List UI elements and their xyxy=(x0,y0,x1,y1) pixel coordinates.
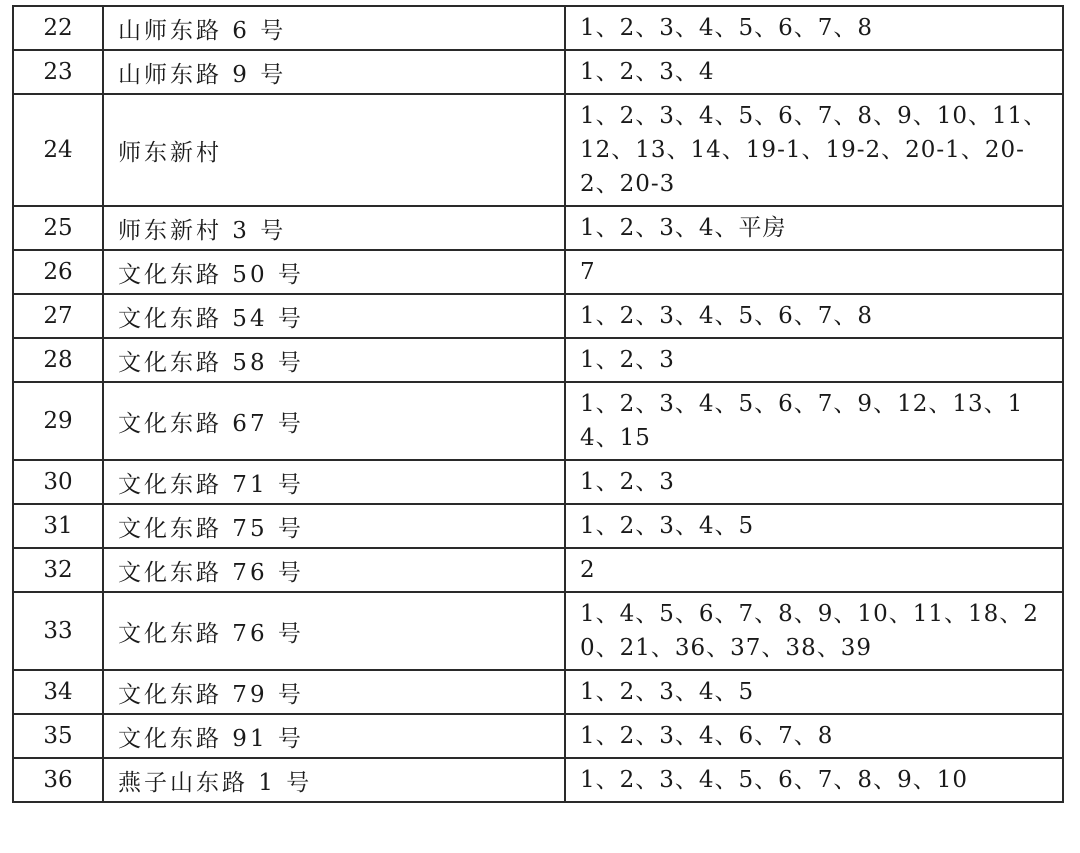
building-numbers: 1、2、3、4、6、7、8 xyxy=(580,723,834,749)
row-number: 35 xyxy=(43,723,73,749)
community-name: 文化东路 71 号 xyxy=(118,471,304,498)
table-row xyxy=(13,294,1063,338)
community-name-cell xyxy=(103,460,565,504)
building-numbers: 1、2、3、4、5、6、7、9、12、13、14、15 xyxy=(580,391,1024,451)
row-number-cell xyxy=(13,94,103,206)
community-name-cell xyxy=(103,250,565,294)
building-numbers: 2 xyxy=(580,557,596,583)
community-name-cell xyxy=(103,670,565,714)
row-number: 30 xyxy=(43,469,73,495)
table-row xyxy=(13,548,1063,592)
table-row xyxy=(13,6,1063,50)
community-name: 文化东路 76 号 xyxy=(118,620,304,647)
row-number-cell xyxy=(13,548,103,592)
community-name-cell xyxy=(103,206,565,250)
building-numbers-cell xyxy=(565,382,1063,460)
row-number-cell xyxy=(13,250,103,294)
community-name: 文化东路 50 号 xyxy=(118,261,304,288)
community-name-cell xyxy=(103,94,565,206)
table-row xyxy=(13,338,1063,382)
building-numbers-cell xyxy=(565,504,1063,548)
building-numbers: 1、2、3、4、平房 xyxy=(580,215,787,241)
building-numbers: 1、2、3、4、5 xyxy=(580,513,755,539)
building-numbers-cell xyxy=(565,338,1063,382)
building-numbers: 1、2、3、4、5 xyxy=(580,679,755,705)
table-row xyxy=(13,504,1063,548)
building-numbers-cell xyxy=(565,714,1063,758)
building-numbers-cell xyxy=(565,460,1063,504)
community-name-cell xyxy=(103,714,565,758)
row-number: 34 xyxy=(43,679,73,705)
row-number-cell xyxy=(13,338,103,382)
community-name: 山师东路 6 号 xyxy=(118,17,287,44)
building-numbers-cell xyxy=(565,294,1063,338)
building-numbers-cell xyxy=(565,592,1063,670)
table-body xyxy=(13,6,1063,802)
community-name-cell xyxy=(103,548,565,592)
table-row xyxy=(13,94,1063,206)
row-number-cell xyxy=(13,758,103,802)
row-number: 26 xyxy=(43,259,73,285)
table-row xyxy=(13,670,1063,714)
table-row xyxy=(13,758,1063,802)
community-name-cell xyxy=(103,504,565,548)
community-name: 文化东路 58 号 xyxy=(118,349,304,376)
building-numbers-cell xyxy=(565,94,1063,206)
building-numbers-cell xyxy=(565,6,1063,50)
row-number: 31 xyxy=(43,513,73,539)
building-numbers-cell xyxy=(565,758,1063,802)
community-name: 文化东路 79 号 xyxy=(118,681,304,708)
building-numbers-cell xyxy=(565,206,1063,250)
building-numbers: 1、2、3、4、5、6、7、8 xyxy=(580,15,874,41)
community-name: 师东新村 xyxy=(118,139,222,166)
community-name-cell xyxy=(103,338,565,382)
building-numbers: 1、2、3、4、5、6、7、8、9、10 xyxy=(580,767,968,793)
row-number: 25 xyxy=(43,215,73,241)
row-number-cell xyxy=(13,6,103,50)
row-number: 36 xyxy=(43,767,73,793)
table-row xyxy=(13,250,1063,294)
community-name: 山师东路 9 号 xyxy=(118,61,287,88)
community-name-cell xyxy=(103,294,565,338)
community-name: 文化东路 91 号 xyxy=(118,725,304,752)
row-number: 23 xyxy=(43,59,73,85)
building-numbers-cell xyxy=(565,670,1063,714)
building-numbers: 1、2、3、4、5、6、7、8、9、10、11、12、13、14、19-1、19-2、20-1、20-2、20-3 xyxy=(580,103,1048,197)
row-number-cell xyxy=(13,504,103,548)
community-name: 燕子山东路 1 号 xyxy=(118,769,313,796)
row-number: 33 xyxy=(43,618,73,644)
row-number: 28 xyxy=(43,347,73,373)
table-row xyxy=(13,714,1063,758)
community-name-cell xyxy=(103,50,565,94)
row-number-cell xyxy=(13,206,103,250)
building-numbers: 1、2、3、4 xyxy=(580,59,715,85)
row-number-cell xyxy=(13,294,103,338)
row-number-cell xyxy=(13,382,103,460)
row-number: 27 xyxy=(43,303,73,329)
community-name-cell xyxy=(103,592,565,670)
address-table xyxy=(12,5,1064,803)
community-name-cell xyxy=(103,758,565,802)
row-number-cell xyxy=(13,460,103,504)
table-row xyxy=(13,50,1063,94)
row-number: 32 xyxy=(43,557,73,583)
community-name: 文化东路 54 号 xyxy=(118,305,304,332)
building-numbers: 1、2、3 xyxy=(580,347,675,373)
community-name: 师东新村 3 号 xyxy=(118,217,287,244)
row-number: 29 xyxy=(43,408,73,434)
building-numbers: 1、4、5、6、7、8、9、10、11、18、20、21、36、37、38、39 xyxy=(580,601,1039,661)
table-row xyxy=(13,382,1063,460)
row-number-cell xyxy=(13,714,103,758)
row-number: 24 xyxy=(43,137,73,163)
community-name: 文化东路 75 号 xyxy=(118,515,304,542)
building-numbers-cell xyxy=(565,50,1063,94)
community-name: 文化东路 67 号 xyxy=(118,410,304,437)
building-numbers: 1、2、3 xyxy=(580,469,675,495)
building-numbers-cell xyxy=(565,250,1063,294)
row-number-cell xyxy=(13,50,103,94)
community-name: 文化东路 76 号 xyxy=(118,559,304,586)
building-numbers: 1、2、3、4、5、6、7、8 xyxy=(580,303,874,329)
building-numbers: 7 xyxy=(580,259,596,285)
community-name-cell xyxy=(103,6,565,50)
community-name-cell xyxy=(103,382,565,460)
row-number-cell xyxy=(13,592,103,670)
building-numbers-cell xyxy=(565,548,1063,592)
table-row xyxy=(13,460,1063,504)
table-row xyxy=(13,592,1063,670)
row-number: 22 xyxy=(43,15,73,41)
row-number-cell xyxy=(13,670,103,714)
table-row xyxy=(13,206,1063,250)
